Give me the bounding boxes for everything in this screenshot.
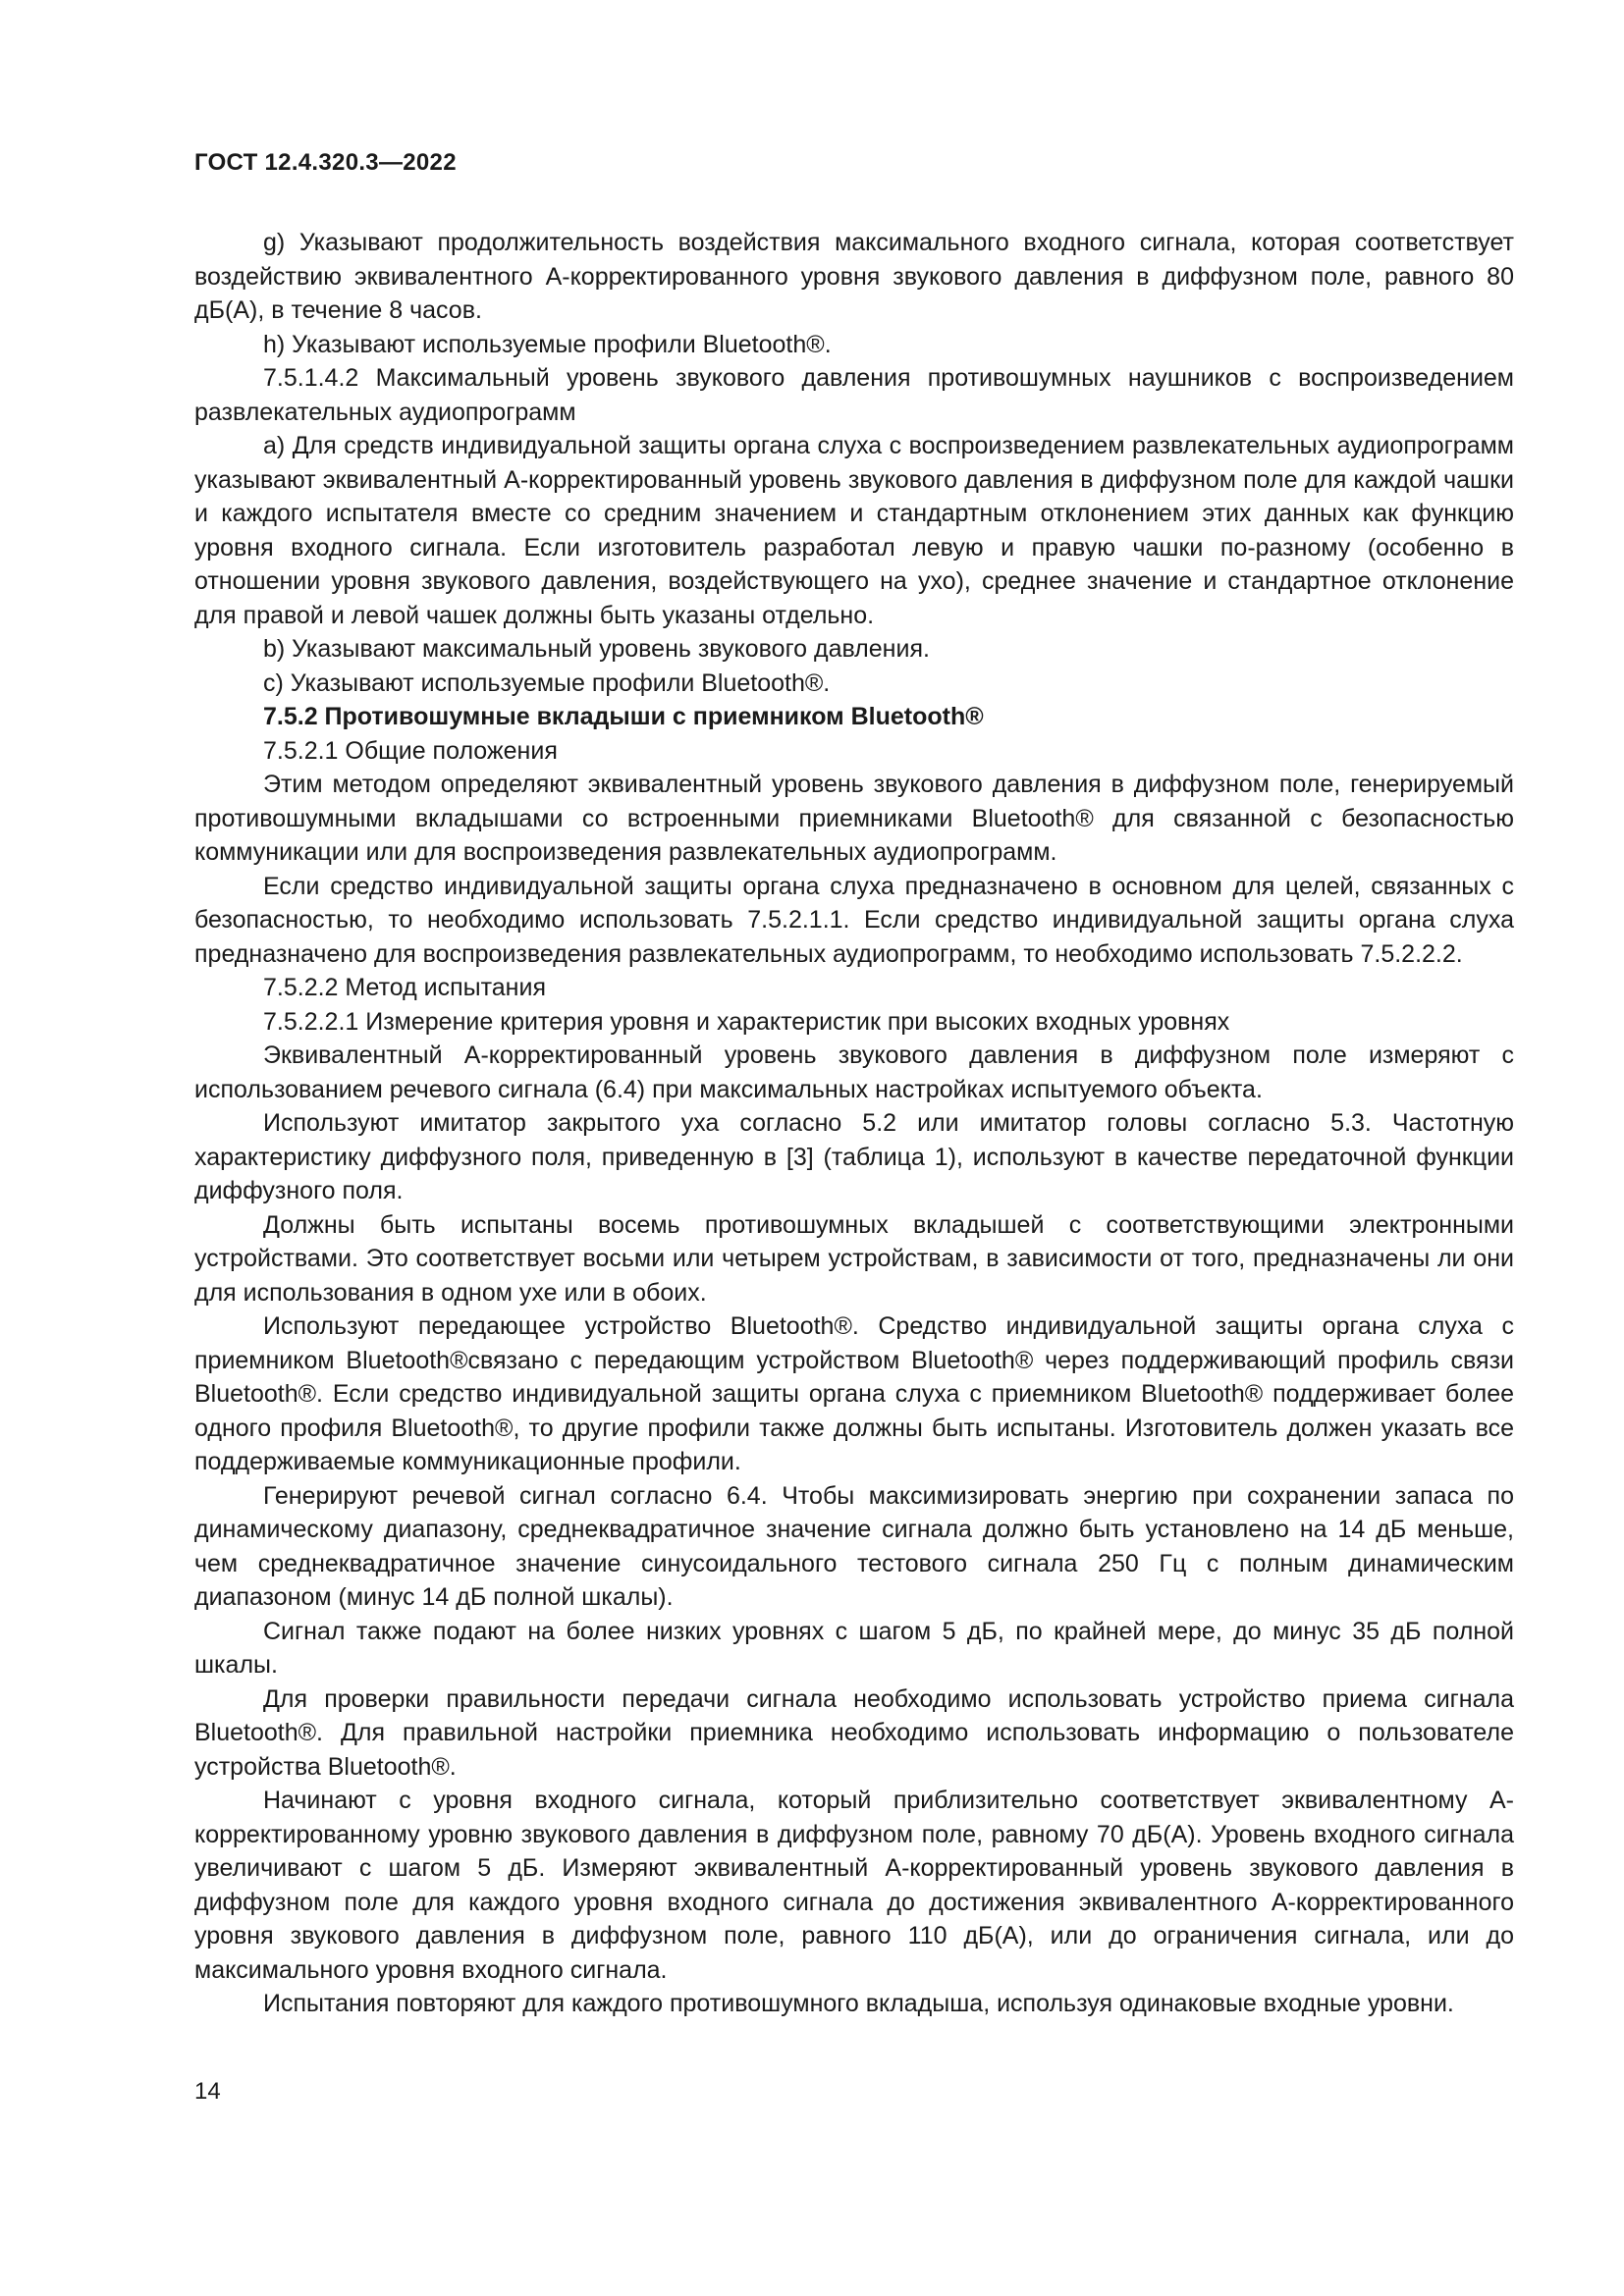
body-paragraph: Для проверки правильности передачи сигнала необходимо использовать устройство приема сигнала Bluetooth®. Для правильной настройки приемника необходимо использовать информацию о пользователе устройства Bluetooth®. — [194, 1684, 1514, 1781]
body-paragraph: Этим методом определяют эквивалентный уровень звукового давления в диффузном поле, генерируемый противошумными вкладышами со встроенными приемниками Bluetooth® для связанной с безопасностью коммуникации или для воспроизведения развлекательных аудиопрограмм. — [194, 771, 1514, 866]
document-header: ГОСТ 12.4.320.3—2022 — [194, 149, 457, 176]
body-paragraph: Если средство индивидуальной защиты органа слуха предназначено в основном для целей, связанных с безопасностью, то необходимо использовать 7.5.2.1.1. Если средство индивидуальной защиты органа слуха предназначено для воспроизведения развлекательных аудиопрограмм, то необходимо использовать 7.5.2.2.2. — [194, 872, 1514, 968]
body-paragraph: Должны быть испытаны восемь противошумных вкладышей с соответствующими электронными устройствами. Это соответствует восьми или четырем устройствам, в зависимости от того, предназначены ли они для использования в одном ухе или в обоих. — [194, 1210, 1514, 1307]
body-paragraph: Испытания повторяют для каждого противошумного вкладыша, используя одинаковые входные уровни. — [263, 1990, 1454, 2017]
list-item-h: h) Указывают используемые профили Bluetooth®. — [263, 330, 832, 358]
clause-7-5-2-1: 7.5.2.1 Общие положения — [263, 736, 558, 765]
body-paragraph: Эквивалентный А-корректированный уровень звукового давления в диффузном поле измеряют с использованием речевого сигнала (6.4) при максимальных настройках испытуемого объекта. — [194, 1041, 1514, 1103]
body-paragraph: Используют имитатор закрытого уха согласно 5.2 или имитатор головы согласно 5.3. Частотную характеристику диффузного поля, приведенную в [3] (таблица 1), используют в качестве передаточной функции диффузного поля. — [194, 1109, 1514, 1204]
section-heading-7-5-2: 7.5.2 Противошумные вкладыши с приемником Bluetooth® — [263, 703, 984, 730]
body-paragraph: Начинают с уровня входного сигнала, который приблизительно соответствует эквивалентному А-корректированному уровню звукового давления в диффузном поле, равному 70 дБ(А). Уровень входного сигнала увеличивают с шагом 5 дБ. Измеряют эквивалентный А-корректированный уровень звукового давления в диффузном поле для каждого уровня входного сигнала до достижения эквивалентного А-корректированного уровня звукового давления в диффузном поле, равного 110 дБ(А), или до ограничения сигнала, или до максимального уровня входного сигнала. — [194, 1787, 1514, 1984]
page-number: 14 — [194, 2078, 221, 2105]
list-item-c: с) Указывают используемые профили Bluetooth®. — [263, 668, 831, 697]
document-body — [194, 226, 1514, 2021]
clause-7-5-2-2: 7.5.2.2 Метод испытания — [263, 974, 546, 1001]
list-item-b: b) Указывают максимальный уровень звукового давления. — [263, 635, 930, 663]
list-item-g: g) Указывают продолжительность воздействия максимального входного сигнала, которая соответствует воздействию эквивалентного А-корректированного уровня звукового давления в диффузном поле, равного 80 дБ(А), в течение 8 часов. — [194, 229, 1514, 324]
clause-7-5-1-4-2: 7.5.1.4.2 Максимальный уровень звукового давления противошумных наушников с воспроизведением развлекательных аудиопрограмм — [194, 364, 1514, 426]
list-item-a: а) Для средств индивидуальной защиты органа слуха с воспроизведением развлекательных аудиопрограмм указывают эквивалентный А-корректированный уровень звукового давления в диффузном поле для каждой чашки и каждого испытателя вместе со средним значением и стандартным отклонением этих данных как функцию уровня входного сигнала. Если изготовитель разработал левую и правую чашки по-разному (особенно в отношении уровня звукового давления, воздействующего на ухо), среднее значение и стандартное отклонение для правой и левой чашек должны быть указаны отдельно. — [194, 432, 1514, 629]
body-paragraph: Генерируют речевой сигнал согласно 6.4. Чтобы максимизировать энергию при сохранении запаса по динамическому диапазону, среднеквадратичное значение сигнала должно быть установлено на 14 дБ меньше, чем среднеквадратичное значение синусоидального тестового сигнала 250 Гц с полным динамическим диапазоном (минус 14 дБ полной шкалы). — [194, 1481, 1514, 1611]
body-paragraph: Сигнал также подают на более низких уровнях с шагом 5 дБ, по крайней мере, до минус 35 дБ полной шкалы. — [194, 1617, 1514, 1679]
clause-7-5-2-2-1: 7.5.2.2.1 Измерение критерия уровня и характеристик при высоких входных уровнях — [263, 1007, 1230, 1036]
body-paragraph: Используют передающее устройство Bluetooth®. Средство индивидуальной защиты органа слуха с приемником Bluetooth®связано с передающим устройством Bluetooth® через поддерживающий профиль связи Bluetooth®. Если средство индивидуальной защиты органа слуха с приемником Bluetooth® поддерживает более одного профиля Bluetooth®, то другие профили также должны быть испытаны. Изготовитель должен указать все поддерживаемые коммуникационные профили. — [194, 1312, 1514, 1475]
